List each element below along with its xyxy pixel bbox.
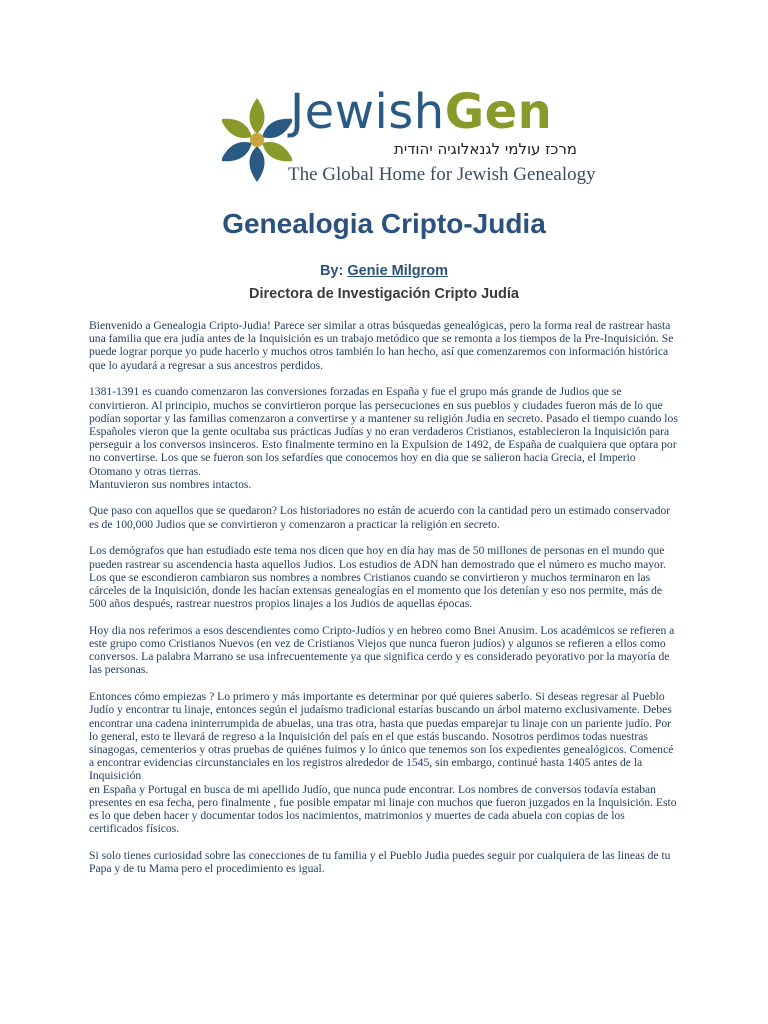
byline: [0, 263, 768, 279]
document-title: Genealogia Cripto-Judia: [222, 208, 546, 239]
author-link[interactable]: Genie Milgrom: [347, 263, 449, 279]
paragraph: Entonces cómo empiezas ? Lo primero y más importante es determinar por qué quieres saberlo. Si deseas regresar al Pueblo Judío y encontrar tu linaje, entonces según el judaísmo tradicional estarías buscando un árbol materno exclusivamente. Debes encontrar una cadena ininterrumpida de abuelas, una tras otra, hasta que puedas emparejar tu linaje con un pariente judío. Por lo general, esto te llevará de regreso a la Inquisición del país en el que estás buscando. Nosotros perdimos todas nuestras sinagogas, cementerios y otras pruebas de quiénes fuimos y lo único que tenemos son los expedientes genealógicos. Comencé a encontrar evidencias circunstanciales en los registros alrededor de 1545, sin embargo, continué hasta 1405 antes de la Inquisición: [89, 690, 674, 783]
article-body: [89, 319, 681, 889]
author-role: Directora de Investigación Cripto Judía: [249, 286, 519, 302]
spacer: [89, 372, 681, 386]
brand-part-jewish: Jewish: [290, 84, 445, 140]
paragraph: en España y Portugal en busca de mi apellido Judío, que nunca pude encontrar. Los nombres de conversos todavía estaban presentes en esa fecha, pero finalmente , fue posible empatar mi linaje con muchos que fueron juzgados en la Inquisición. Esto es lo que deben hacer y documentar todos los nacimientos, matrimonios y muertes de cada abuela con copias de los certificados físicos.: [89, 782, 677, 836]
jewishgen-logo: [222, 84, 602, 198]
paragraph: Si solo tienes curiosidad sobre las conecciones de tu familia y el Pueblo Judia puedes seguir por cualquiera de las lineas de tu Papa y de tu Mama pero el procedimiento es igual.: [89, 848, 671, 876]
paragraph: Los demógrafos que han estudiado este tema nos dicen que hoy en día hay mas de 50 millones de personas en el mundo que pueden rastrear su ascendencia hasta aquellos Judios. Los estudios de ADN han demostrado que el número es mucho mayor. Los que se escondieron cambiaron sus nombres a nombres Cristianos cuando se convirtieron y muchos terminaron en las cárceles de la Inquisición, donde les hacían extensas genealogías en el momento que los detenían y eso nos permite, más de 500 años después, rastrear nuestros propios linajes a los Judios de aquellas épocas.: [89, 544, 666, 611]
paragraph: 1381-1391 es cuando comenzaron las conversiones forzadas en España y fue el grupo más grande de Judios que se convirtieron. Al principio, muchos se convirtieron porque las persecuciones en sus pueblos y ciudades fueron más de lo que podían soportar y las familias comenzaron a convertirse y a mantener su religión Judia en secreto. Pasado el tiempo cuando los Españoles vieron que la gente ocultaba sus prácticas Judías y no eran verdaderos Cristianos, establecieron la Inquisición para perseguir a los conversos insinceros. Esto finalmente termino en la Expulsion de 1492, de España de cualquiera que optara por no convertirse. Los que se fueron son los sefardíes que conocemos hoy en dia que se salieron hacia Grecia, el Imperio Otomano y otras tierras.: [89, 385, 678, 478]
paragraph: Mantuvieron sus nombres intactos.: [89, 477, 252, 491]
brand-tagline: The Global Home for Jewish Genealogy: [288, 164, 596, 185]
paragraph: Que paso con aquellos que se quedaron? Los historiadores no están de acuerdo con la cantidad pero un estimado conservador es de 100,000 Judios que se convirtieron y comenzaron a practicar la religión en secreto.: [89, 504, 671, 531]
brand-part-gen: Gen: [444, 84, 553, 140]
brand-name: [290, 84, 552, 140]
byline-prefix: By:: [319, 263, 344, 279]
paragraph: Hoy dia nos referimos a esos descendientes como Cripto-Judíos y en hebreo como Bnei Anusim. Los académicos se refieren a este grupo como Cristianos Nuevos (en vez de Cristianos Viejos que nunca fueron judíos) y algunos se refieren a ellos como conversos. La palabra Marrano se usa infrecuentemente ya que significa cerdo y es considerado peyorativo por la mayoría de las personas.: [89, 623, 675, 677]
paragraph: Bienvenido a Genealogia Cripto-Judia! Parece ser similar a otras búsquedas genealógicas, pero la forma real de rastrear hasta una familia que era judía antes de la Inquisición es un trabajo metódico que se remonta a los tiempos de la Pre-Inquisición. Se puede lograr porque yo pude hacerlo y muchos otros también lo han hecho, así que comenzaremos con información histórica que lo ayudará a regresar a sus ancestros perdidos.: [89, 319, 674, 372]
star-of-david-icon: [222, 93, 292, 188]
hebrew-tagline: מרכז עולמי לגנאלוגיה יהודית: [394, 140, 577, 158]
